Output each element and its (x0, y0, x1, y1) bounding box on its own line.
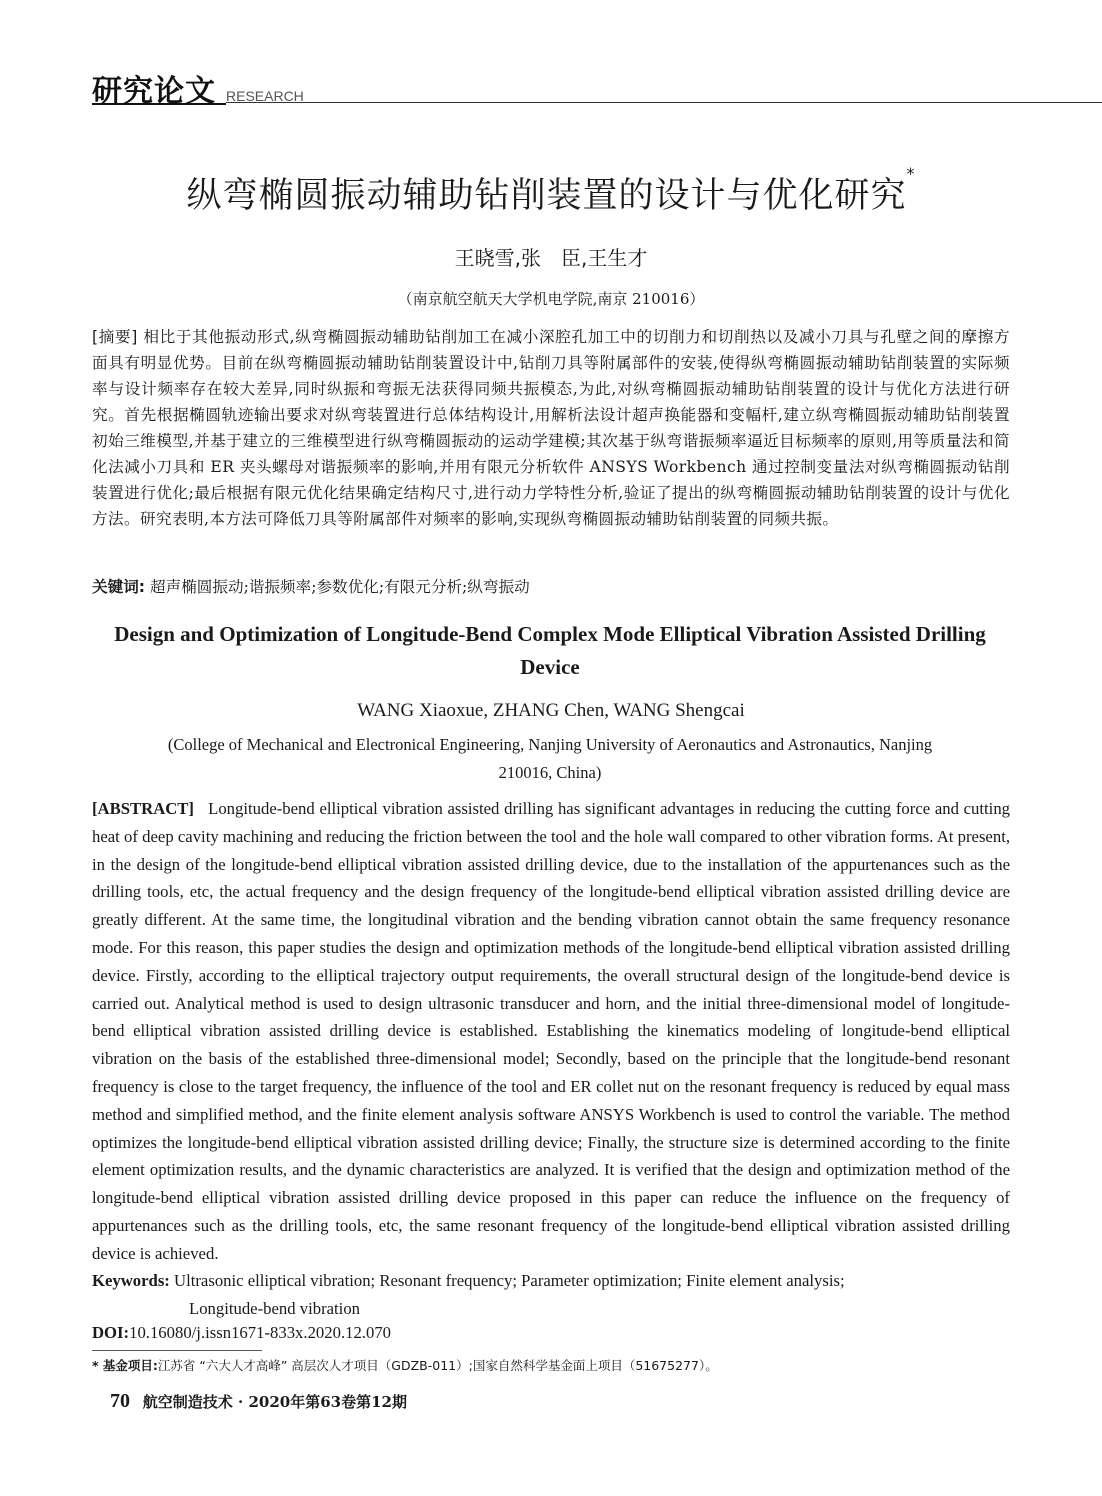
abstract-cn-label: [摘要] (92, 328, 138, 346)
paper-title-cn-text: 纵弯椭圆振动辅助钻削装置的设计与优化研究 (186, 176, 907, 216)
section-label-en: RESEARCH (226, 88, 304, 104)
authors-en: WANG Xiaoxue, ZHANG Chen, WANG Shengcai (357, 700, 745, 721)
abstract-cn-text: 相比于其他振动形式,纵弯椭圆振动辅助钻削加工在减小深腔孔加工中的切削力和切削热以及减小刀具与孔壁之间的摩擦方面具有明显优势。目前在纵弯椭圆振动辅助钻削装置设计中,钻削刀具等附属部件的安装,使得纵弯椭圆振动辅助钻削装置的实际频率与设计频率存在较大差异,同时纵振和弯振无法获得同频共振模态,为此,对纵弯椭圆振动辅助钻削装置的设计与优化方法进行研究。首先根据椭圆轨迹输出要求对纵弯装置进行总体结构设计,用解析法设计超声换能器和变幅杆,建立纵弯椭圆振动辅助钻削装置初始三维模型,并基于建立的三维模型进行纵弯椭圆振动的运动学建模;其次基于纵弯谐振频率逼近目标频率的原则,用等质量法和简化法减小刀具和 ER 夹头螺母对谐振频率的影响,并用有限元分析软件 ANSYS Workbench 通过控制变量法对纵弯椭圆振动钻削装置进行优化;最后根据有限元优化结果确定结构尺寸,进行动力学特性分析,验证了提出的纵弯椭圆振动辅助钻削装置的设计与优化方法。研究表明,本方法可降低刀具等附属部件对频率的影响,实现纵弯椭圆振动辅助钻削装置的同频共振。 (92, 328, 1010, 528)
doi-value: 10.16080/j.issn1671-833x.2020.12.070 (129, 1323, 392, 1342)
journal-info: 航空制造技术 · 2020年第63卷第12期 (142, 1393, 407, 1411)
affiliation-cn: （南京航空航天大学机电学院,南京 210016） (397, 290, 705, 308)
funding-footnote (92, 1356, 718, 1374)
section-header (92, 62, 1102, 109)
keywords-en-line1: Ultrasonic elliptical vibration; Resonant frequency; Parameter optimization; Finite element analysis; (174, 1271, 845, 1290)
footnote-rule (92, 1350, 262, 1351)
title-footnote-mark: * (906, 164, 916, 183)
affiliation-en: (College of Mechanical and Electronical Engineering, Nanjing University of Aeronautics and Astronautics, Nanjing 210016, China) (167, 735, 933, 782)
page-footer (110, 1390, 407, 1413)
funding-text: 江苏省 “六大人才高峰” 高层次人才项目（GDZB-011）;国家自然科学基金面上项目（51675277）。 (157, 1358, 718, 1373)
keywords-en-line2: Longitude-bend vibration (189, 1299, 361, 1318)
abstract-cn (92, 324, 1010, 532)
page-number: 70 (110, 1390, 130, 1412)
keywords-cn-label: 关键词: (92, 578, 146, 596)
keywords-en-label: Keywords: (92, 1271, 170, 1290)
funding-label: * 基金项目: (92, 1358, 158, 1373)
header-rule (226, 102, 1102, 103)
abstract-en-label: [ABSTRACT] (92, 799, 194, 818)
abstract-en-text: Longitude-bend elliptical vibration assisted drilling has significant advantages in reducing the cutting force and cutting heat of deep cavity machining and reducing the friction between the tool and the hole wall compared to other vibration forms. At present, in the design of the longitude-bend elliptical vibration assisted drilling device, due to the installation of the appurtenances such as the drilling tools, etc, the actual frequency and the design frequency of the longitude-bend elliptical vibration assisted drilling device are greatly different. At the same time, the longitudinal vibration and the bending vibration cannot obtain the same frequency resonance mode. For this reason, this paper studies the design and optimization methods of the longitude-bend elliptical vibration assisted drilling device. Firstly, according to the elliptical trajectory output requirements, the overall structural design of the longitude-bend device is carried out. Analytical method is used to design ultrasonic transducer and horn, and the initial three-dimensional model of longitude-bend elliptical vibration assisted drilling device is established. Establishing the kinematics modeling of longitude-bend elliptical vibration on the basis of the established three-dimensional model; Secondly, based on the principle that the longitude-bend resonant frequency is close to the target frequency, the influence of the tool and ER collet nut on the resonant frequency is reduced by equal mass method and simplified method, and the finite element analysis software ANSYS Workbench is used to control the variable. The method optimizes the longitude-bend elliptical vibration assisted drilling device; Finally, the structure size is determined according to the finite element optimization results, and the dynamic characteristics are analyzed. It is verified that the design and optimization method of the longitude-bend elliptical vibration assisted drilling device proposed in this paper can reduce the influence on the frequency of appurtenances such as the drilling tools, etc, the same resonant frequency of the longitude-bend elliptical vibration assisted drilling device is achieved. (92, 799, 1011, 1263)
doi (92, 1323, 391, 1343)
keywords-en (92, 1267, 1010, 1323)
doi-label: DOI: (92, 1323, 130, 1342)
abstract-en (92, 795, 1010, 1268)
section-label-cn: 研究论文 (92, 74, 216, 109)
keywords-cn-text: 超声椭圆振动;谐振频率;参数优化;有限元分析;纵弯振动 (150, 578, 530, 596)
authors-cn: 王晓雪,张 臣,王生才 (454, 246, 648, 270)
paper-title-cn (0, 164, 1102, 218)
keywords-cn (92, 575, 1010, 599)
header-underline (92, 103, 226, 105)
paper-title-en: Design and Optimization of Longitude-Bend Complex Mode Elliptical Vibration Assisted Drilling Device (114, 622, 986, 679)
